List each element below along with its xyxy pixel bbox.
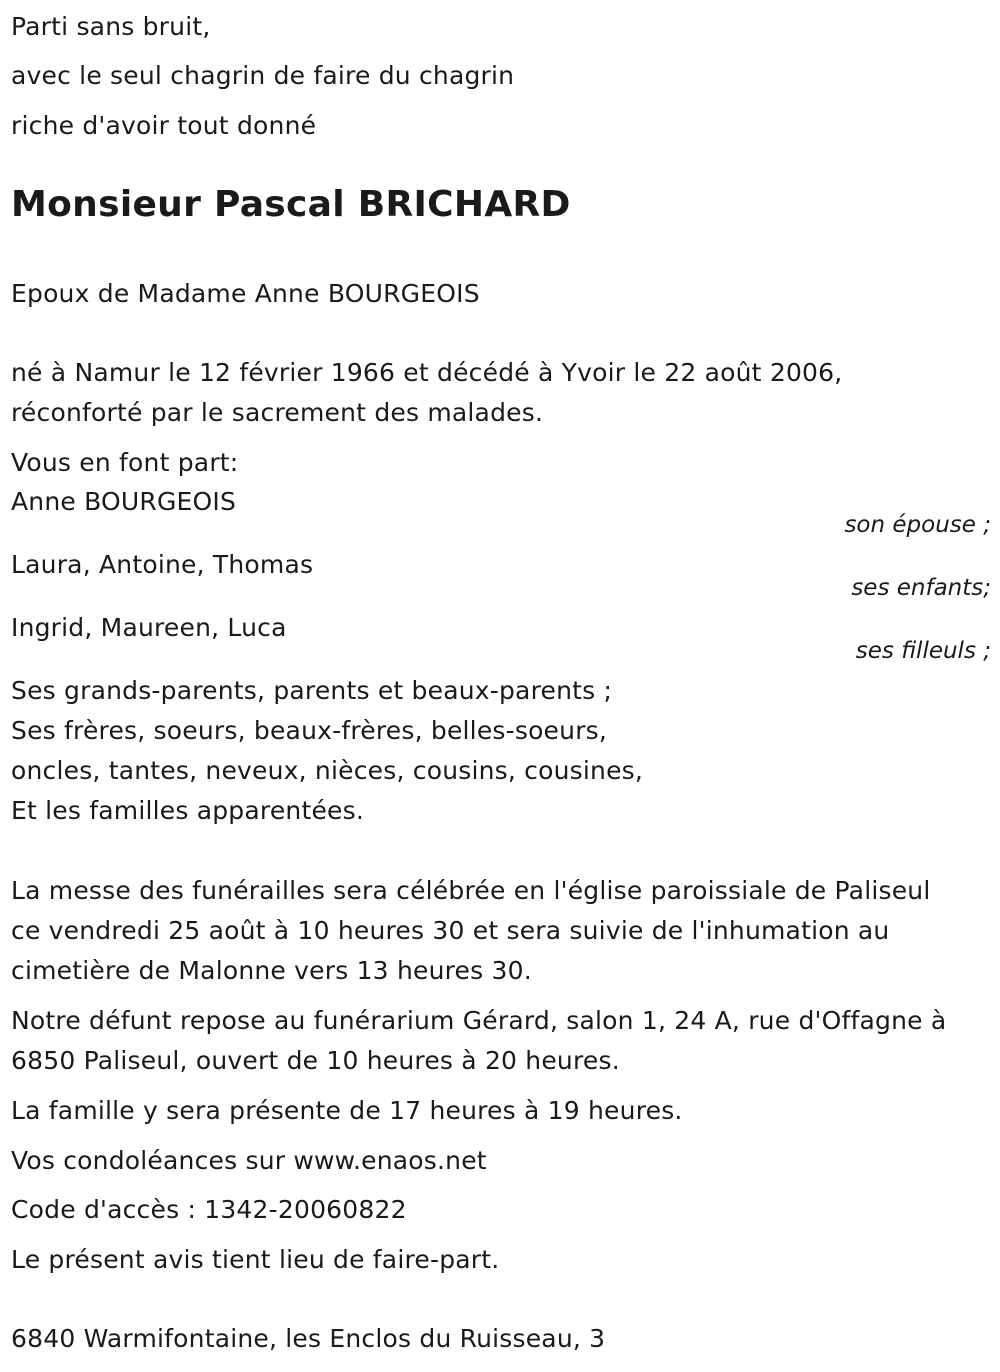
funeral-line-3: cimetière de Malonne vers 13 heures 30. — [11, 956, 532, 985]
birth-death-line-2: réconforté par le sacrement des malades. — [11, 398, 544, 427]
access-code: Code d'accès : 1342-20060822 — [11, 1195, 407, 1224]
epitaph-line-2: avec le seul chagrin de faire du chagrin — [11, 61, 515, 90]
family-line-3: oncles, tantes, neveux, nièces, cousins, cousines, — [11, 756, 644, 785]
rest-line-2: 6850 Paliseul, ouvert de 10 heures à 20 heures. — [11, 1046, 620, 1075]
rest-line-1: Notre défunt repose au funérarium Gérard, salon 1, 24 A, rue d'Offagne à — [11, 1006, 947, 1035]
condolences-line: Vos condoléances sur www.enaos.net — [11, 1146, 487, 1175]
mourner-names-children: Laura, Antoine, Thomas — [11, 550, 314, 579]
epitaph-line-1: Parti sans bruit, — [11, 12, 211, 41]
epitaph-line-3: riche d'avoir tout donné — [11, 111, 317, 140]
funeral-line-2: ce vendredi 25 août à 10 heures 30 et sera suivie de l'inhumation au — [11, 916, 890, 945]
announcers-intro: Vous en font part: — [11, 448, 239, 477]
birth-death-line-1: né à Namur le 12 février 1966 et décédé à Yvoir le 22 août 2006, — [11, 358, 843, 387]
family-line-2: Ses frères, soeurs, beaux-frères, belles-soeurs, — [11, 716, 608, 745]
mourner-names-spouse: Anne BOURGEOIS — [11, 487, 237, 516]
funeral-line-1: La messe des funérailles sera célébrée en l'église paroissiale de Paliseul — [11, 876, 931, 905]
deceased-name: Monsieur Pascal BRICHARD — [11, 184, 571, 225]
family-presence: La famille y sera présente de 17 heures à 19 heures. — [11, 1096, 683, 1125]
notice-line: Le présent avis tient lieu de faire-part. — [11, 1245, 500, 1274]
mourner-names-godchildren: Ingrid, Maureen, Luca — [11, 613, 287, 642]
spouse-line: Epoux de Madame Anne BOURGEOIS — [11, 279, 480, 308]
address-line: 6840 Warmifontaine, les Enclos du Ruisseau, 3 — [11, 1324, 606, 1353]
mourner-role-children: ses enfants; — [851, 575, 991, 601]
mourner-role-godchildren: ses filleuls ; — [855, 638, 991, 664]
family-line-1: Ses grands-parents, parents et beaux-parents ; — [11, 676, 613, 705]
mourner-role-spouse: son épouse ; — [844, 512, 991, 538]
family-line-4: Et les familles apparentées. — [11, 796, 364, 825]
